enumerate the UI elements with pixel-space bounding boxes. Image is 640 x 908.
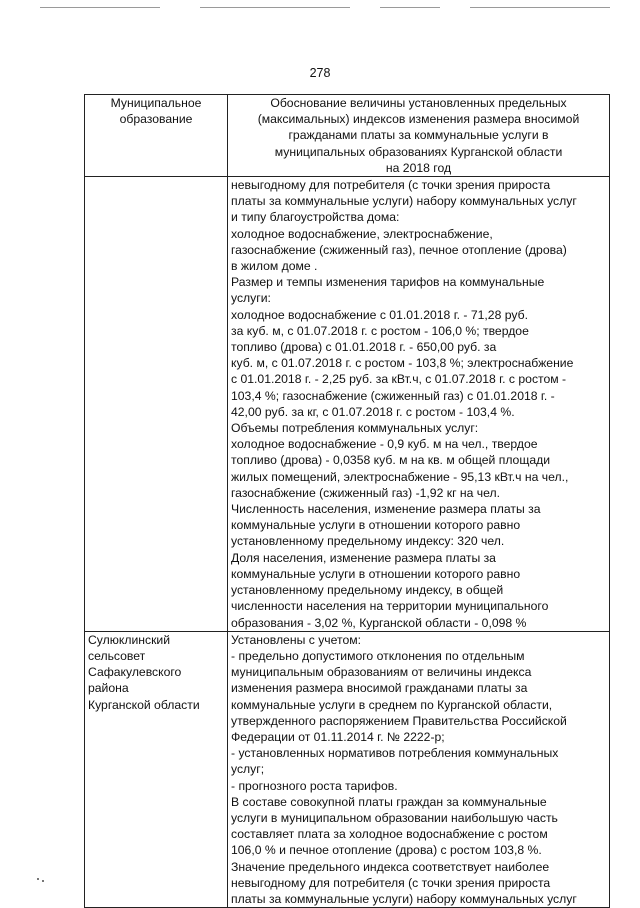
text-line: жилых помещений, электроснабжение - 95,13 кВт.ч на чел.,: [231, 469, 569, 484]
text-line: В составе совокупной платы граждан за коммунальные: [231, 794, 547, 809]
header-justification: [228, 95, 610, 177]
document-table: [84, 94, 610, 908]
text-line: - установленных нормативов потребления коммунальных: [231, 746, 559, 761]
text-line: Федерации от 01.11.2014 г. № 2222-р;: [231, 729, 445, 744]
text-line: коммунальные услуги в среднем по Курганской области,: [231, 697, 553, 712]
text-line: (максимальных) индексов изменения размера вносимой: [257, 112, 580, 127]
text-line: услуг;: [231, 762, 265, 777]
justification-cell: [228, 177, 610, 632]
table-header-row: [85, 95, 610, 177]
text-line: Доля населения, изменение размера платы за: [231, 550, 496, 565]
text-line: платы за коммунальные услуги) набору коммунальных услуг: [231, 891, 577, 906]
text-line: Численность населения, изменение размера платы за: [231, 502, 541, 517]
text-line: Курганской области: [88, 697, 200, 712]
table-row: [85, 631, 610, 907]
text-line: холодное водоснабжение, электроснабжение,: [231, 226, 493, 241]
text-line: составляет плата за холодное водоснабжение с ростом: [231, 827, 548, 842]
justification-cell: [228, 631, 610, 907]
municipality-cell: [85, 177, 228, 632]
text-line: куб. м, с 01.07.2018 г. с ростом - 103,8 %; электроснабжение: [231, 356, 574, 371]
text-line: невыгодному для потребителя (с точки зрения прироста: [231, 875, 551, 890]
text-line: коммунальные услуги в отношении которого равно: [231, 566, 521, 581]
text-line: платы за коммунальные услуги) набору коммунальных услуг: [231, 194, 577, 209]
text-line: холодное водоснабжение с 01.01.2018 г. - 71,28 руб.: [231, 307, 528, 322]
text-line: муниципальным образованиям от величины индекса: [231, 665, 532, 680]
scan-edge-line: [470, 7, 610, 8]
text-line: Сафакулевского: [88, 665, 182, 680]
text-line: Установлены с учетом:: [231, 632, 361, 647]
text-line: услуги в муниципальном образовании наибольшую часть: [231, 810, 558, 825]
text-line: изменения размера вносимой гражданами платы за: [231, 681, 528, 696]
scan-speck: [37, 878, 39, 880]
text-line: холодное водоснабжение - 0,9 куб. м на чел., твердое: [231, 437, 538, 452]
text-line: установленному предельному индексу, в общей: [231, 583, 504, 598]
text-line: установленному предельному индексу: 320 чел.: [231, 534, 505, 549]
scan-edge-line: [380, 7, 440, 8]
text-line: на 2018 год: [385, 160, 452, 175]
header-municipality: [85, 95, 228, 177]
page-number: 278: [309, 66, 331, 80]
text-line: газоснабжение (сжиженный газ), печное отопление (дрова): [231, 242, 567, 257]
scan-speck: [42, 880, 44, 882]
text-line: невыгодному для потребителя (с точки зрения прироста: [231, 178, 551, 193]
text-line: с 01.01.2018 г. - 2,25 руб. за кВт.ч, с 01.07.2018 г. с ростом -: [231, 372, 567, 387]
text-line: топливо (дрова) - 0,0358 куб. м на кв. м общей площади: [231, 453, 551, 468]
text-line: - прогнозного роста тарифов.: [231, 778, 398, 793]
scan-edge-line: [40, 7, 160, 8]
text-line: за куб. м, с 01.07.2018 г. с ростом - 106,0 %; твердое: [231, 323, 529, 338]
text-line: 103,4 %; газоснабжение (сжиженный газ) с 01.01.2018 г. -: [231, 388, 555, 403]
text-line: коммунальные услуги в отношении которого равно: [231, 518, 521, 533]
text-line: численности населения на территории муниципального: [231, 599, 549, 614]
text-line: района: [88, 681, 129, 696]
text-line: Объемы потребления коммунальных услуг:: [231, 421, 479, 436]
text-line: образование: [119, 112, 193, 127]
text-line: топливо (дрова) с 01.01.2018 г. - 650,00 руб. за: [231, 340, 497, 355]
text-line: газоснабжение (сжиженный газ) -1,92 кг на чел.: [231, 485, 501, 500]
text-line: Размер и темпы изменения тарифов на коммунальные: [231, 275, 545, 290]
text-line: сельсовет: [88, 648, 146, 663]
municipality-cell: [85, 631, 228, 907]
text-line: услуги:: [231, 291, 271, 306]
text-line: муниципальных образованиях Курганской области: [274, 144, 563, 159]
table-row: [85, 177, 610, 632]
text-line: образования - 3,02 %, Курганской области - 0,098 %: [231, 615, 527, 630]
text-line: - предельно допустимого отклонения по отдельным: [231, 648, 525, 663]
text-line: и типу благоустройства дома:: [231, 210, 400, 225]
text-line: в жилом доме .: [231, 259, 318, 274]
text-line: 106,0 % и печное отопление (дрова) с ростом 103,8 %.: [231, 843, 542, 858]
text-line: утвержденного распоряжением Правительства Российской: [231, 713, 567, 728]
text-line: Сулюклинский: [88, 632, 171, 647]
text-line: Значение предельного индекса соответствует наиболее: [231, 859, 550, 874]
text-line: гражданами платы за коммунальные услуги в: [288, 128, 549, 143]
scan-edge-line: [200, 7, 350, 8]
text-line: 42,00 руб. за кг, с 01.07.2018 г. с ростом - 103,4 %.: [231, 404, 515, 419]
text-line: Обоснование величины установленных предельных: [270, 96, 567, 110]
text-line: Муниципальное: [110, 96, 202, 110]
